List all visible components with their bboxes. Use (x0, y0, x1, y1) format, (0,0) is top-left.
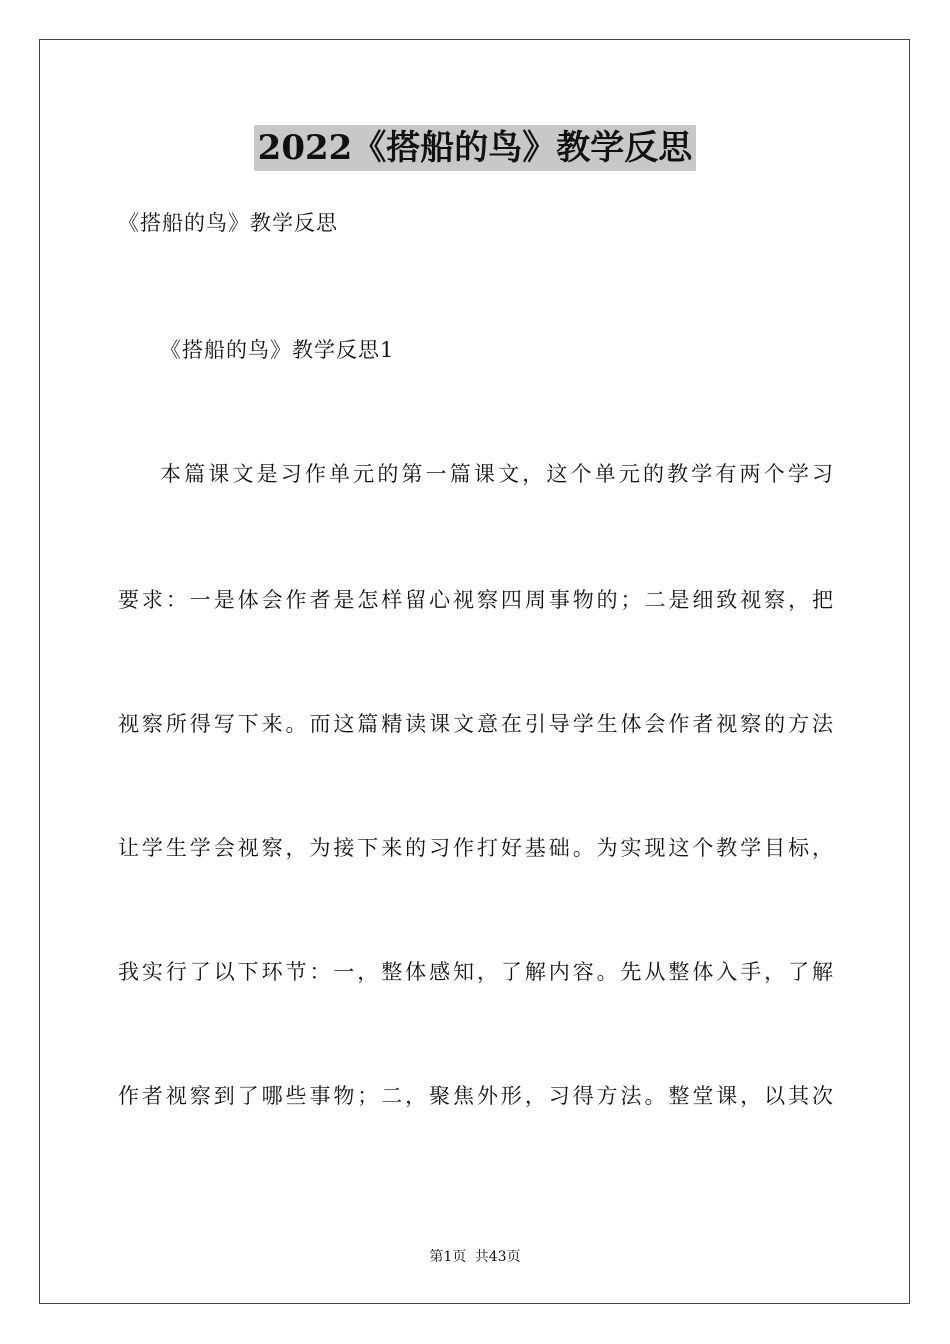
document-title: 2022《搭船的鸟》教学反思 (254, 125, 697, 171)
body-paragraph-line: 本篇课文是习作单元的第一篇课文，这个单元的教学有两个学习 (160, 462, 833, 486)
page-number: 第1页 (429, 1249, 467, 1265)
page-footer (0, 1247, 950, 1267)
body-paragraph-line: 让学生学会视察，为接下来的习作打好基础。为实现这个教学目标， (118, 836, 833, 860)
page-total: 共43页 (474, 1249, 521, 1265)
section-heading: 《搭船的鸟》教学反思1 (160, 338, 395, 362)
body-paragraph-line: 要求：一是体会作者是怎样留心视察四周事物的；二是细致视察，把 (118, 588, 833, 612)
body-paragraph-line: 我实行了以下环节：一，整体感知，了解内容。先从整体入手，了解 (118, 960, 833, 984)
body-paragraph-line: 视察所得写下来。而这篇精读课文意在引导学生体会作者视察的方法 (118, 712, 833, 736)
body-paragraph-line: 作者视察到了哪些事物；二，聚焦外形，习得方法。整堂课，以其次 (118, 1084, 833, 1108)
document-subtitle: 《搭船的鸟》教学反思 (118, 211, 338, 235)
title-container (0, 125, 950, 171)
